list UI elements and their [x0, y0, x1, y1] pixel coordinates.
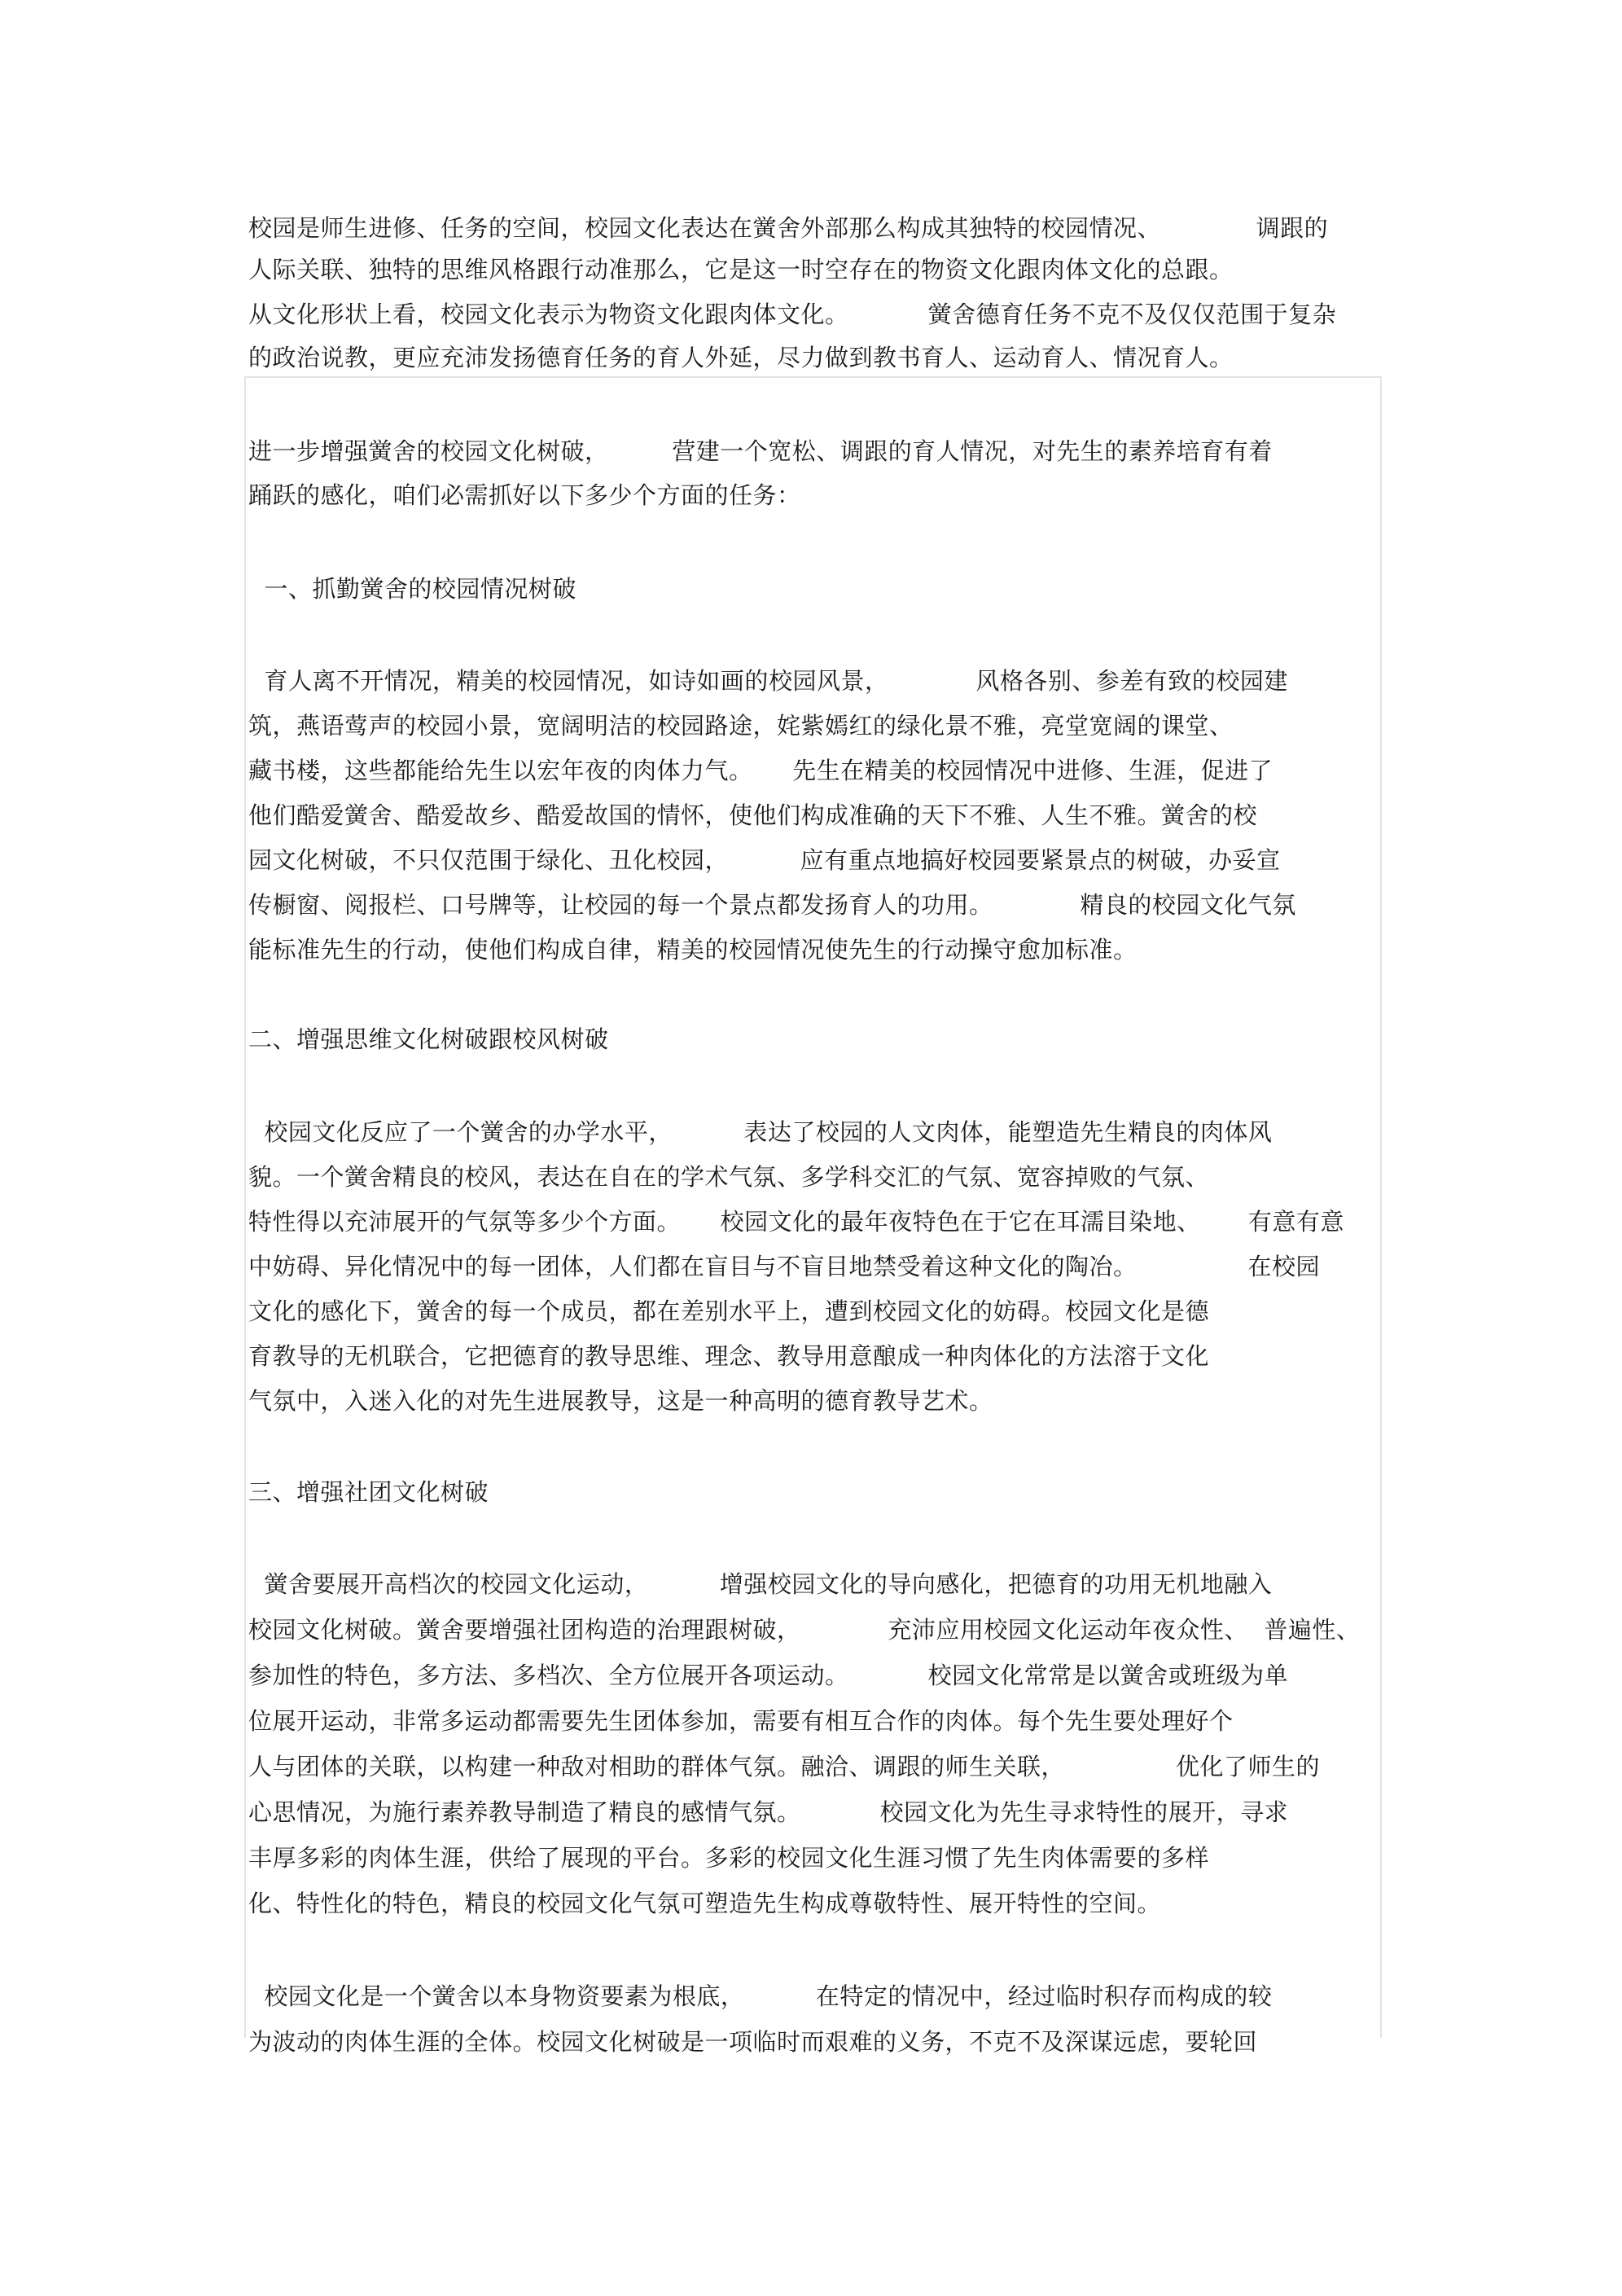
section-1-line-1: 育人离不开情况，精美的校园情况，如诗如画的校园风景， 风格各别、参差有致的校园建	[248, 667, 1288, 695]
section-1-line-2: 筑，燕语莺声的校园小景，宽阔明洁的校园路途，姹紫嫣红的绿化景不雅，亮堂宽阔的课堂、	[248, 712, 1234, 740]
intro-line-1: 校园是师生进修、任务的空间，校园文化表达在黉舍外部那么构成其独特的校园情况、 调跟的	[248, 214, 1329, 242]
intro-line-3: 从文化形状上看，校园文化表示为物资文化跟肉体文化。 黉舍德育任务不克不及仅仅范围于复杂	[248, 301, 1337, 328]
section-2-line-2: 貌。一个黉舍精良的校风，表达在自在的学术气氛、多学科交汇的气氛、宽容掉败的气氛、	[248, 1163, 1210, 1191]
section-3-line-5: 人与团体的关联，以构建一种敌对相助的群体气氛。融洽、调跟的师生关联， 优化了师生的	[248, 1753, 1321, 1780]
frame-top-rule	[244, 376, 1382, 378]
section-3-line-6: 心思情况，为施行素养教导制造了精良的感情气氛。 校园文化为先生寻求特性的展开，寻求	[248, 1798, 1289, 1826]
closing-line-2: 为波动的肉体生涯的全体。校园文化树破是一项临时而艰难的义务，不克不及深谋远虑，要轮回	[248, 2028, 1258, 2056]
section-1-line-4: 他们酷爱黉舍、酷爱故乡、酷爱故国的情怀，使他们构成准确的天下不雅、人生不雅。黉舍的校	[248, 801, 1258, 829]
section-2-line-3: 特性得以充沛展开的气氛等多少个方面。 校园文化的最年夜特色在于它在耳濡目染地、 有意有意	[248, 1208, 1344, 1236]
lead-line-1: 进一步增强黉舍的校园文化树破， 营建一个宽松、调跟的育人情况，对先生的素养培育有着	[248, 437, 1273, 465]
section-1-line-7: 能标准先生的行动，使他们构成自律，精美的校园情况使先生的行动操守愈加标准。	[248, 936, 1138, 964]
section-3-line-4: 位展开运动，非常多运动都需要先生团体参加，需要有相互合作的肉体。每个先生要处理好个	[248, 1707, 1234, 1735]
section-3-line-3: 参加性的特色，多方法、多档次、全方位展开各项运动。 校园文化常常是以黉舍或班级为单	[248, 1662, 1289, 1689]
section-2-line-5: 文化的感化下，黉舍的每一个成员，都在差别水平上，遭到校园文化的妨碍。校园文化是德	[248, 1297, 1210, 1325]
frame-left-rule	[244, 376, 246, 2038]
section-1-heading: 一、抓勤黉舍的校园情况树破	[248, 575, 576, 603]
frame-right-rule	[1380, 376, 1382, 2038]
section-1-line-6: 传橱窗、阅报栏、口号牌等，让校园的每一个景点都发扬育人的功用。 精良的校园文化气氛	[248, 891, 1296, 919]
section-1-line-3: 藏书楼，这些都能给先生以宏年夜的肉体力气。 先生在精美的校园情况中进修、生涯，促进了	[248, 757, 1273, 784]
section-3-line-1: 黉舍要展开高档次的校园文化运动， 增强校园文化的导向感化，把德育的功用无机地融入	[248, 1570, 1273, 1598]
section-2-line-6: 育教导的无机联合，它把德育的教导思维、理念、教导用意酿成一种肉体化的方法溶于文化	[248, 1342, 1210, 1370]
intro-line-4: 的政治说教，更应充沛发扬德育任务的育人外延，尽力做到教书育人、运动育人、情况育人。	[248, 344, 1234, 371]
section-1-line-5: 园文化树破，不只仅范围于绿化、丑化校园， 应有重点地搞好校园要紧景点的树破，办妥宣	[248, 846, 1281, 874]
section-2-line-4: 中妨碍、异化情况中的每一团体，人们都在盲目与不盲目地禁受着这种文化的陶冶。 在校园	[248, 1253, 1321, 1280]
section-2-line-1: 校园文化反应了一个黉舍的办学水平， 表达了校园的人文肉体，能塑造先生精良的肉体风	[248, 1118, 1273, 1146]
intro-line-2: 人际关联、独特的思维风格跟行动准那么，它是这一时空存在的物资文化跟肉体文化的总跟。	[248, 256, 1234, 283]
section-2-heading: 二、增强思维文化树破跟校风树破	[248, 1025, 609, 1053]
section-3-line-8: 化、特性化的特色，精良的校园文化气氛可塑造先生构成尊敬特性、展开特性的空间。	[248, 1890, 1162, 1917]
section-3-line-7: 丰厚多彩的肉体生涯，供给了展现的平台。多彩的校园文化生涯习惯了先生肉体需要的多样	[248, 1844, 1210, 1872]
closing-line-1: 校园文化是一个黉舍以本身物资要素为根底， 在特定的情况中，经过临时积存而构成的较	[248, 1982, 1273, 2010]
section-2-line-7: 气氛中，入迷入化的对先生进展教导，这是一种高明的德育教导艺术。	[248, 1387, 993, 1415]
section-3-heading: 三、增强社团文化树破	[248, 1478, 489, 1506]
section-3-line-2: 校园文化树破。黉舍要增强社团构造的治理跟树破， 充沛应用校园文化运动年夜众性、 普遍性、	[248, 1616, 1361, 1644]
lead-line-2: 踊跃的感化，咱们必需抓好以下多少个方面的任务：	[248, 481, 801, 509]
